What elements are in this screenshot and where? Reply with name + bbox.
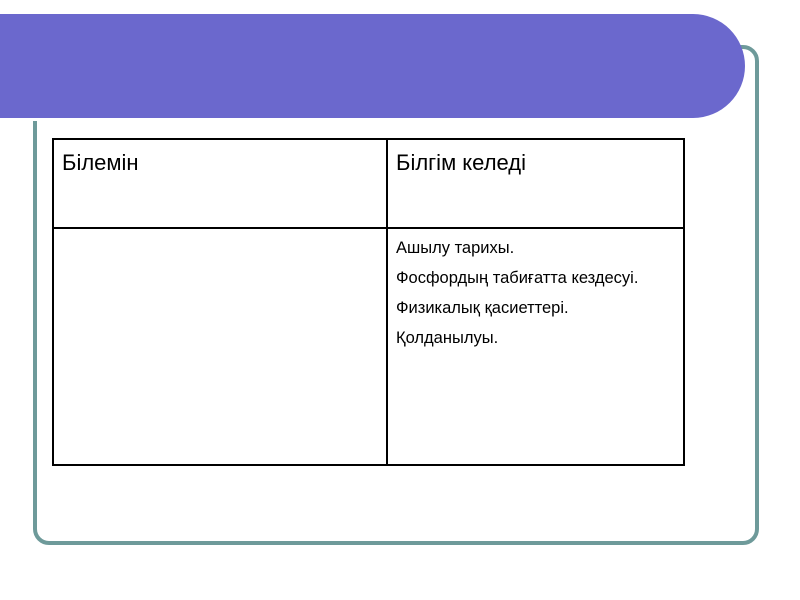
want-to-know-cell [387,228,684,465]
title-banner [0,14,745,118]
header-know: Білемін [53,139,387,228]
list-item: Физикалық қасиеттері. [396,299,569,317]
table-body-row [53,228,684,465]
header-want-to-know: Білгім келеді [387,139,684,228]
know-cell [53,228,387,465]
banner-underline [0,118,706,121]
list-item: Қолданылуы. [396,329,499,347]
table-header-row [53,139,684,228]
list-item: Фосфордың табиғатта кездесуі. [396,269,639,287]
list-item: Ашылу тарихы. [396,239,515,257]
know-want-table [52,138,685,466]
